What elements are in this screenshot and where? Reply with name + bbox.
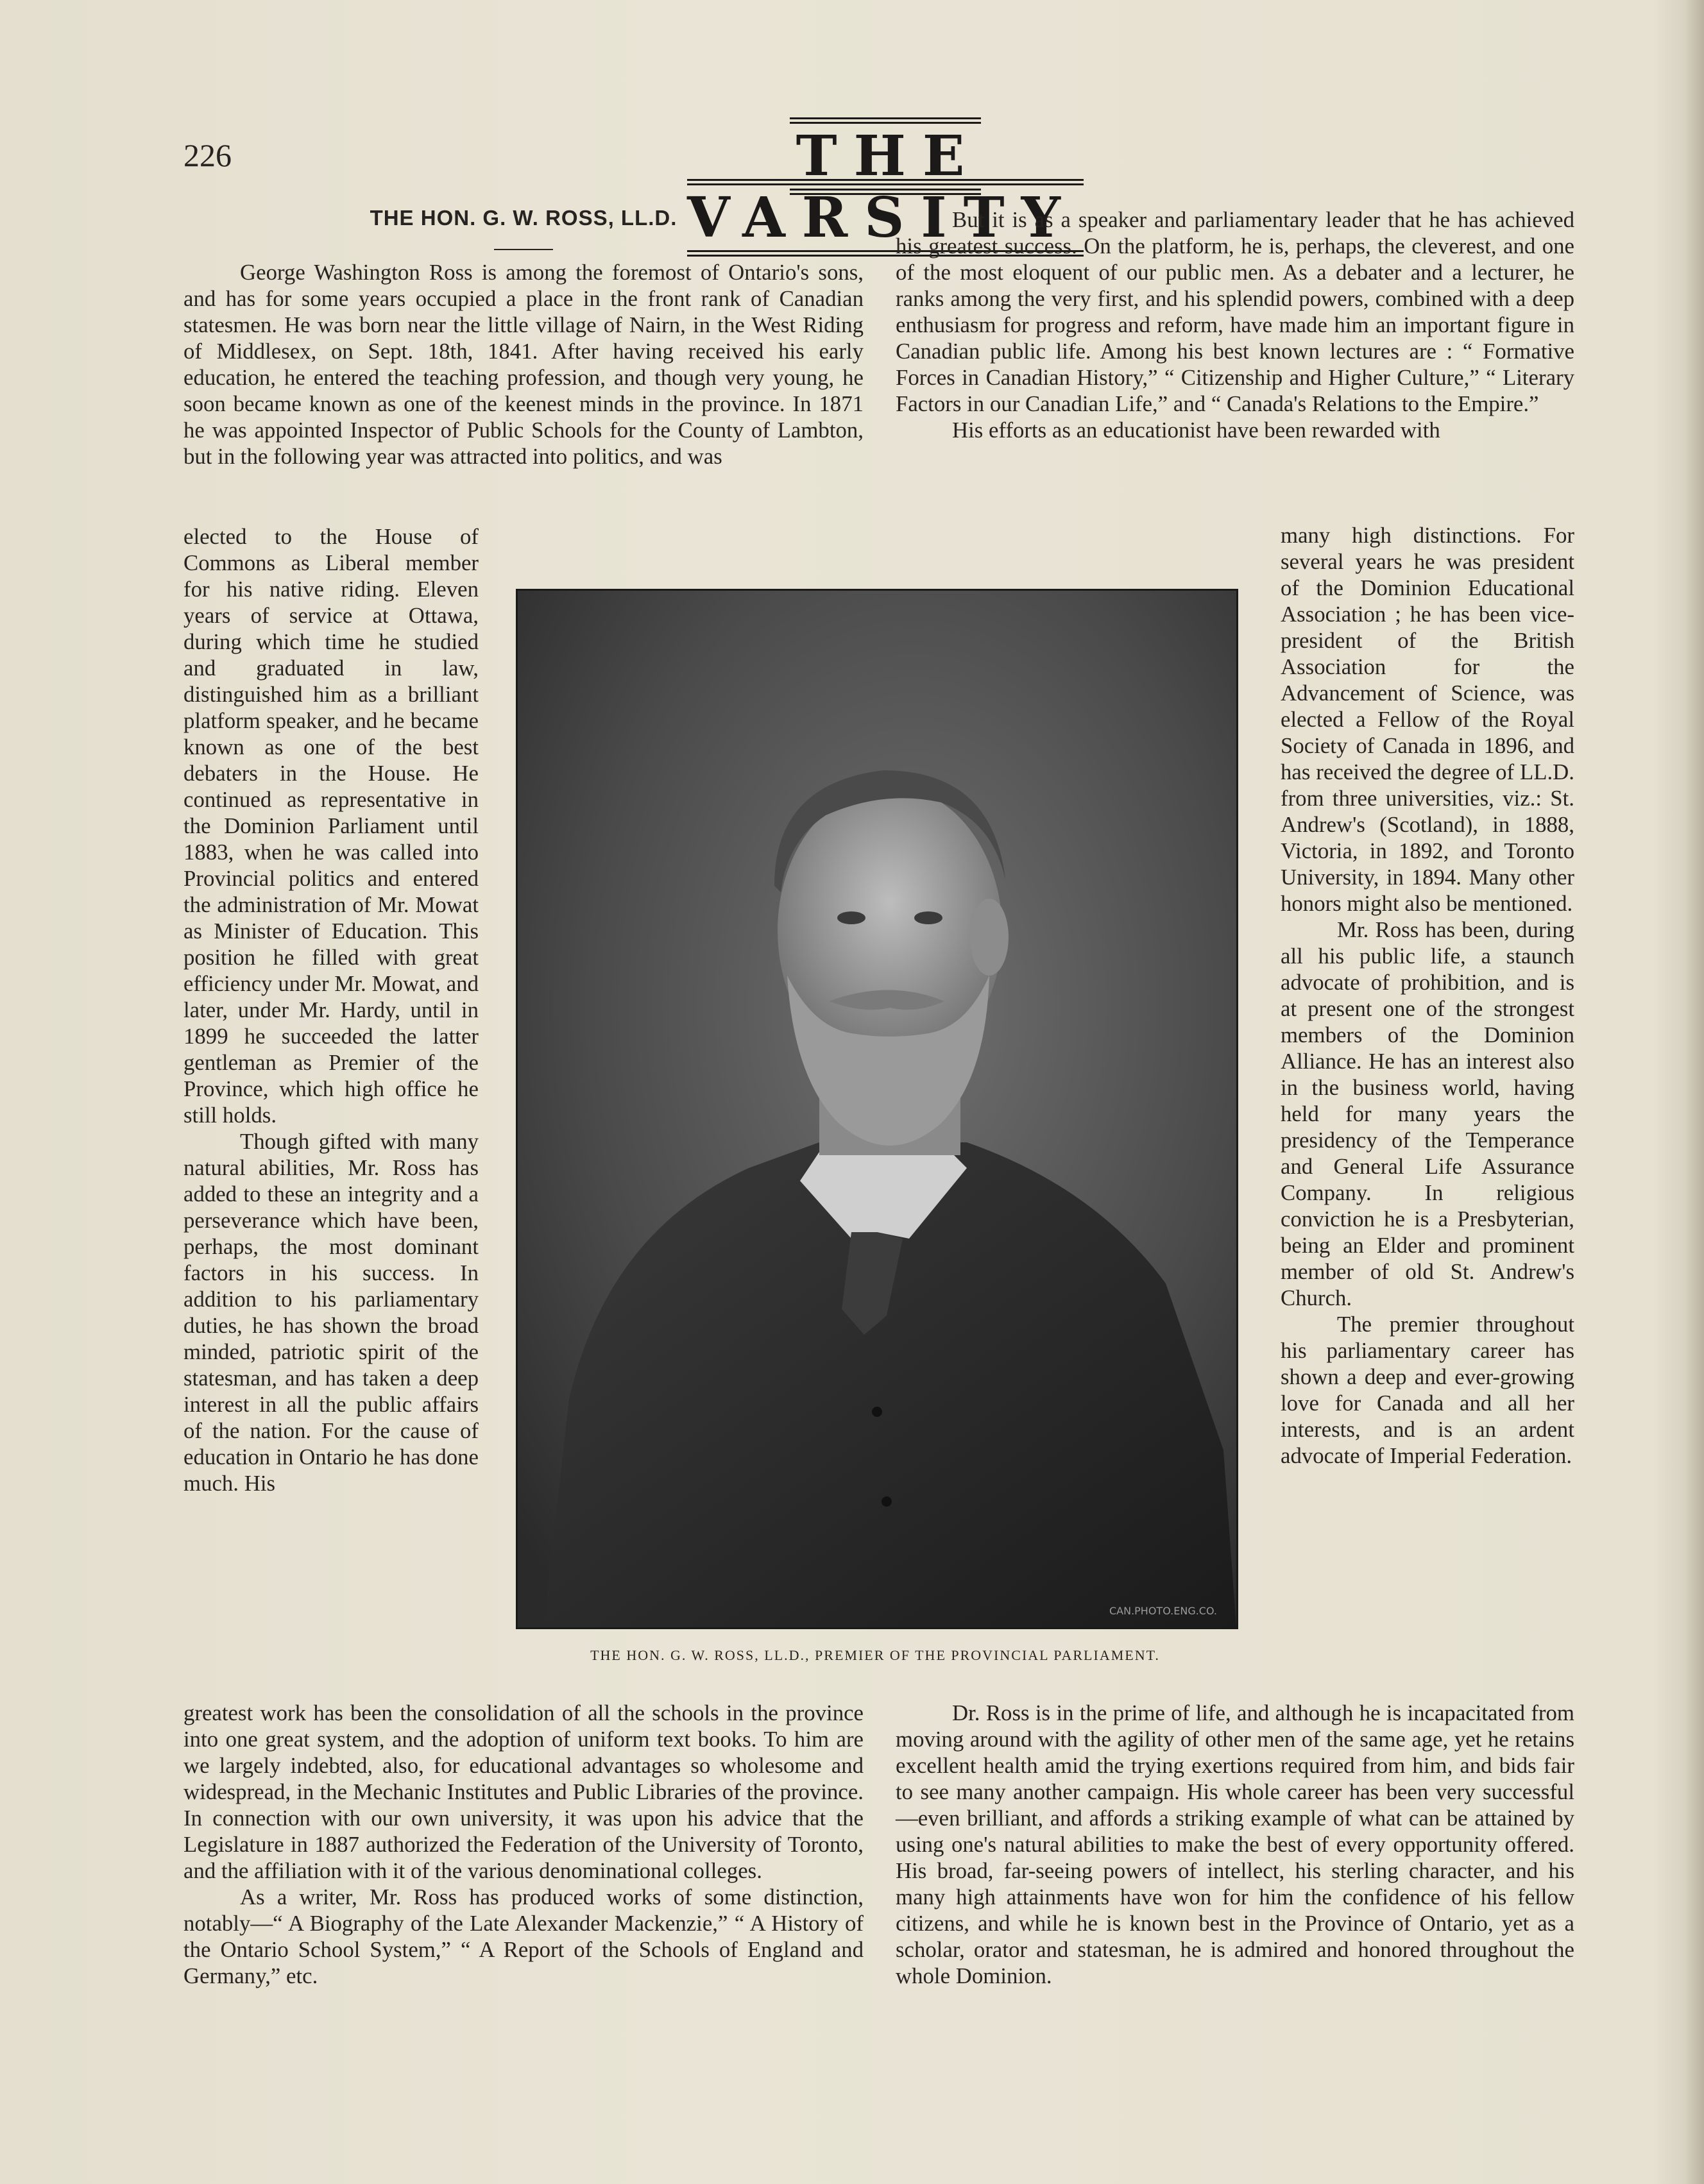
paragraph-intro: George Washington Ross is among the foremost of Ontario's sons, and has for some years occupied a place in the front rank of Canadian statesmen. He was born near the little village of Nairn, in the West Riding of Middlesex, on Sept. 18th, 1841. After having received his early education, he entered the teaching profession, and though very young, he soon became known as one of the keenest minds in the province. In 1871 he was appointed Inspector of Public Schools for the County of Lambton, but in the following year was attracted into politics, and was: [183, 260, 864, 469]
paragraph-career: elected to the House of Commons as Liberal member for his native riding. Eleven years of service at Ottawa, during which time he studied and graduated in law, distinguished him as a brilliant platform speaker, and he became known as one of the best debaters in the House. He continued as representative in the Dominion Parliament until 1883, when he was called into Provincial politics and entered the administration of Mr. Mowat as Minister of Education. This position he filled with great efficiency under Mr. Mowat, and later, under Mr. Hardy, until in 1899 he succeeded the latter gentleman as Premier of the Province, which high office he still holds.: [183, 524, 479, 1128]
paragraph-greatest-work: greatest work has been the consolidation of all the schools in the province into one great system, and the adoption of uniform text books. To him are we largely indebted, also, for educational advantages so wholesome and widespread, in the Mechanic Institutes and Public Libraries of the province. In connection with our own university, it was upon his advice that the Legislature in 1887 authorized the Federation of the University of Toronto, and the affiliation with it of the various denominational colleges.: [183, 1700, 864, 1883]
photo-caption: THE HON. G. W. ROSS, LL.D., PREMIER OF THE PROVINCIAL PARLIAMENT.: [590, 1647, 1160, 1663]
paragraph-integrity: Though gifted with many natural abilities, Mr. Ross has added to these an integrity and a perseverance which have been, perhaps, the most dominant factors in his success. In addition to his parliamentary duties, he has shown the broad minded, patriotic spirit of the statesman, and has taken a deep interest in all the public affairs of the nation. For the cause of education in Ontario he has done much. His: [183, 1129, 479, 1496]
paragraph-prime-of-life: Dr. Ross is in the prime of life, and although he is incapacitated from moving around with the agility of other men of the same age, yet he retains excellent health amid the trying exertions required from him, and bids fair to see many another campaign. His whole career has been very successful—even brilliant, and affords a striking example of what can be attained by using one's natural abilities to make the best of every opportunity offered. His broad, far-seeing powers of intellect, his sterling character, and his many high attainments have won for him the confidence of his fellow citizens, and while he is known best in the Province of Ontario, yet as a scholar, orator and statesman, he is admired and honored throughout the whole Dominion.: [896, 1700, 1574, 1988]
paragraph-efforts: His efforts as an educationist have been rewarded with: [952, 418, 1440, 443]
masthead-text: THE VARSITY: [687, 117, 1084, 257]
left-column-narrow: [183, 523, 479, 1496]
paragraph-premier: The premier throughout his parliamentary career has shown a deep and ever-growing love for Canada and all her interests, and is an ardent advocate of Imperial Federation.: [1281, 1312, 1574, 1468]
title-rule: [494, 249, 553, 250]
page-edge-shadow: [1685, 0, 1704, 2184]
portrait-image: [518, 591, 1236, 1627]
paragraph-speaker: But it is as a speaker and parliamentary leader that he has achieved his greatest success. On the platform, he is, perhaps, the cleverest, and one of the most eloquent of our public men. As a debater and a lecturer, he ranks among the very first, and his splendid powers, combined with a deep enthusiasm for progress and reform, have made him an important figure in Canadian public life. Among his best known lectures are : “ Formative Forces in Canadian History,” “ Citizenship and Higher Culture,” “ Literary Factors in our Canadian Life,” and “ Canada's Relations to the Empire.”: [896, 207, 1574, 416]
paragraph-distinctions: many high distinctions. For several years he was president of the Dominion Educational Association ; he has been vice-president of the British Association for the Advancement of Science, was elected a Fellow of the Royal Society of Canada in 1896, and has received the degree of LL.D. from three universities, viz.: St. Andrew's (Scotland), in 1888, Victoria, in 1892, and Toronto University, in 1894. Many other honors might also be mentioned.: [1281, 523, 1574, 916]
left-column-top: [183, 259, 864, 470]
left-column-bottom: [183, 1700, 864, 1989]
photo-credit: CAN.PHOTO.ENG.CO.: [1109, 1605, 1217, 1617]
page-number: 226: [183, 137, 232, 173]
right-column-top: [896, 207, 1574, 443]
paragraph-writer: As a writer, Mr. Ross has produced works of some distinction, notably—“ A Biography of the Late Alexander Mackenzie,” “ A History of the Ontario School System,” “ A Report of the Schools of England and Germany,” etc.: [183, 1884, 864, 1988]
article-title: THE HON. G. W. ROSS, LL.D.: [370, 206, 677, 230]
paragraph-prohibition: Mr. Ross has been, during all his public life, a staunch advocate of prohibition, and is at present one of the strongest members of the Dominion Alliance. He has an interest also in the business world, having held for many years the presidency of the Temperance and General Life Assurance Company. In religious conviction he is a Presbyterian, being an Elder and prominent member of old St. Andrew's Church.: [1281, 917, 1574, 1310]
right-column-narrow: [1281, 522, 1574, 1469]
right-column-bottom: [896, 1700, 1574, 1989]
portrait-photo: [516, 589, 1238, 1629]
